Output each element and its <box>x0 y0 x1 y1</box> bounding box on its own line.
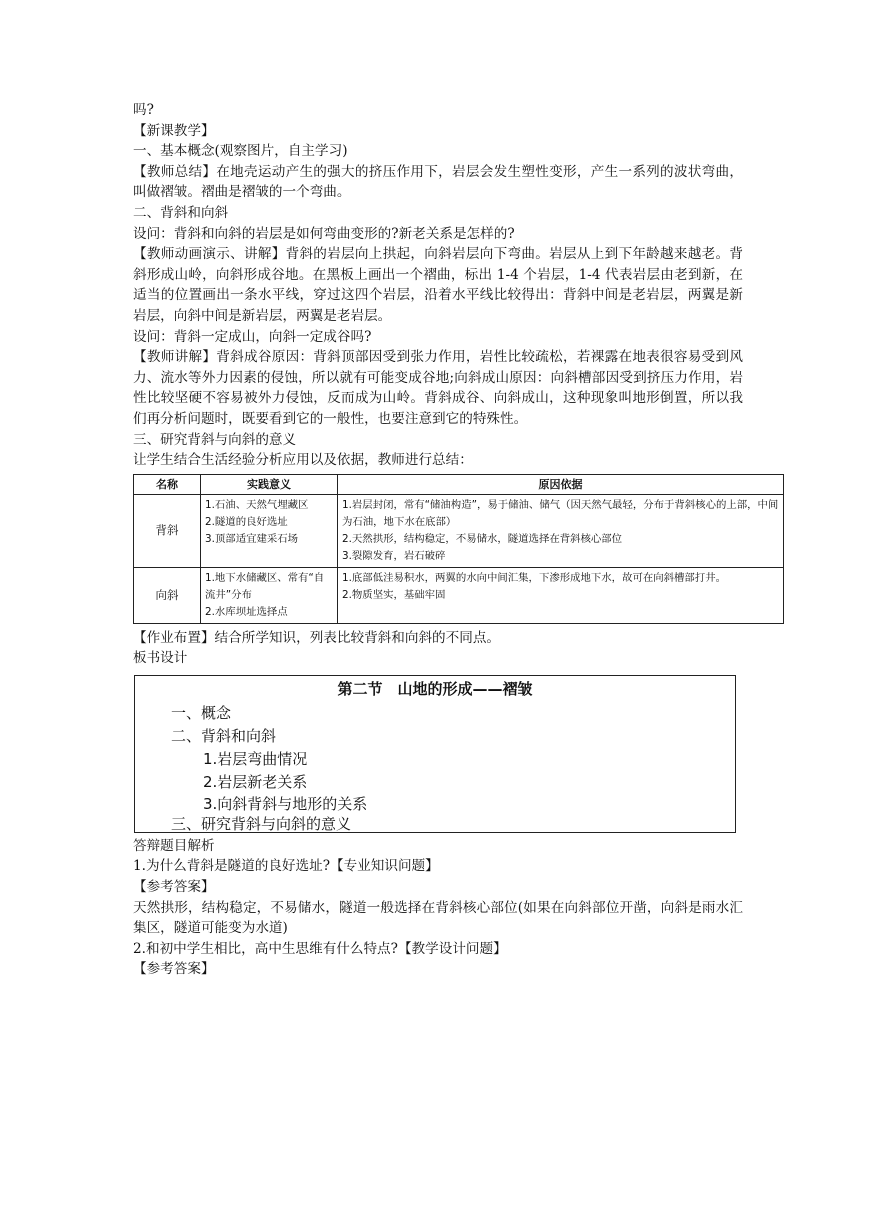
text-line: 【作业布置】结合所学知识，列表比较背斜和向斜的不同点。 <box>133 629 501 646</box>
table-row <box>134 567 784 623</box>
table-cell-name: 向斜 <box>134 567 201 623</box>
list-item: 1.石油、天然气埋藏区 <box>205 498 309 511</box>
section-heading: 【新课教学】 <box>133 122 215 139</box>
answer-label: 【参考答案】 <box>133 879 215 896</box>
text-line: 让学生结合生活经验分析应用以及依据，教师进行总结： <box>133 452 473 469</box>
paragraph: 天然拱形，结构稳定，不易储水，隧道一般选择在背斜核心部位(如果在向斜部位开凿，向斜是雨水汇集区，隧道可能变为水道) <box>133 899 743 937</box>
table-header-row <box>134 474 784 494</box>
board-item: 三、研究背斜与向斜的意义 <box>171 814 352 833</box>
table-header: 实践意义 <box>201 474 338 494</box>
question-line: 1.为什么背斜是隧道的良好选址?【专业知识问题】 <box>133 858 439 875</box>
question-line: 2.和初中学生相比，高中生思维有什么特点?【教学设计问题】 <box>133 940 507 957</box>
list-item: 1.地下水储藏区、常有“自流井”分布 <box>205 571 325 601</box>
board-item: 3.向斜背斜与地形的关系 <box>203 794 368 813</box>
question-line: 设问：背斜和向斜的岩层是如何弯曲变形的?新老关系是怎样的? <box>133 225 515 242</box>
table-cell-name: 背斜 <box>134 494 201 567</box>
section-heading: 板书设计 <box>133 650 188 667</box>
list-item: 3.裂隙发育，岩石破碎 <box>342 549 446 562</box>
list-item: 2.天然拱形，结构稳定，不易储水，隧道选择在背斜核心部位 <box>342 532 623 545</box>
text-line: 吗? <box>133 102 154 118</box>
paragraph: 【教师讲解】背斜成谷原因：背斜顶部因受到张力作用，岩性比较疏松，若裸露在地表很容易受到风力、流水等外力因素的侵蚀，所以就有可能变成谷地;向斜成山原因：向斜槽部因受到挤压力作用，岩性比较坚硬不容易被外力侵蚀，反而成为山岭。背斜成谷、向斜成山，这种现象叫地形倒置，所以我们再分析问题时，既要看到它的一般性，也要注意到它的特殊性。 <box>133 349 743 427</box>
table-header: 名称 <box>134 474 201 494</box>
board-item: 2.岩层新老关系 <box>203 772 308 791</box>
list-item: 1.岩层封闭，常有“储油构造”，易于储油、储气（因天然气最轻，分布于背斜核心的上部，中间为石油，地下水在底部） <box>342 498 779 528</box>
document-page <box>133 100 779 980</box>
board-item: 一、概念 <box>171 703 232 722</box>
table-cell-reasons <box>338 494 784 567</box>
table-cell-practice <box>201 494 338 567</box>
list-item: 3.顶部适宜建采石场 <box>205 532 299 545</box>
list-item: 1.底部低洼易积水，两翼的水向中间汇集，下渗形成地下水，故可在向斜槽部打井。 <box>342 571 726 584</box>
board-item: 1.岩层弯曲情况 <box>203 749 308 768</box>
section-heading: 一、基本概念(观察图片，自主学习) <box>133 143 348 160</box>
board-item: 二、背斜和向斜 <box>171 726 277 745</box>
table-cell-practice <box>201 567 338 623</box>
list-item: 2.隧道的良好选址 <box>205 515 288 528</box>
list-item: 2.物质坚实，基础牢固 <box>342 588 446 601</box>
paragraph: 【教师总结】在地壳运动产生的强大的挤压作用下，岩层会发生塑性变形，产生一系列的波状弯曲，叫做褶皱。褶曲是褶皱的一个弯曲。 <box>133 163 743 201</box>
section-heading: 答辩题目解析 <box>133 837 215 854</box>
table-row <box>134 494 784 567</box>
section-heading: 三、研究背斜与向斜的意义 <box>133 431 297 448</box>
list-item: 2.水库坝址选择点 <box>205 605 288 618</box>
paragraph: 【教师动画演示、讲解】背斜的岩层向上拱起，向斜岩层向下弯曲。岩层从上到下年龄越来越老。背斜形成山岭，向斜形成谷地。在黑板上画出一个褶曲，标出 1-4 个岩层，1-4 代表岩层由老到新，在适当的位置画出一条水平线，穿过这四个岩层，沿着水平线比较得出：背斜中间是老岩层，两翼是新岩层，向斜中间是新岩层，两翼是老岩层。 <box>133 246 743 324</box>
question-line: 设问：背斜一定成山，向斜一定成谷吗? <box>133 328 372 345</box>
section-heading: 二、背斜和向斜 <box>133 204 229 221</box>
board-design-box <box>134 675 736 833</box>
answer-label: 【参考答案】 <box>133 961 215 978</box>
board-title: 第二节 山地的形成——褶皱 <box>337 679 533 698</box>
table-cell-reasons <box>338 567 784 623</box>
significance-table <box>133 474 784 624</box>
table-header: 原因依据 <box>338 474 784 494</box>
